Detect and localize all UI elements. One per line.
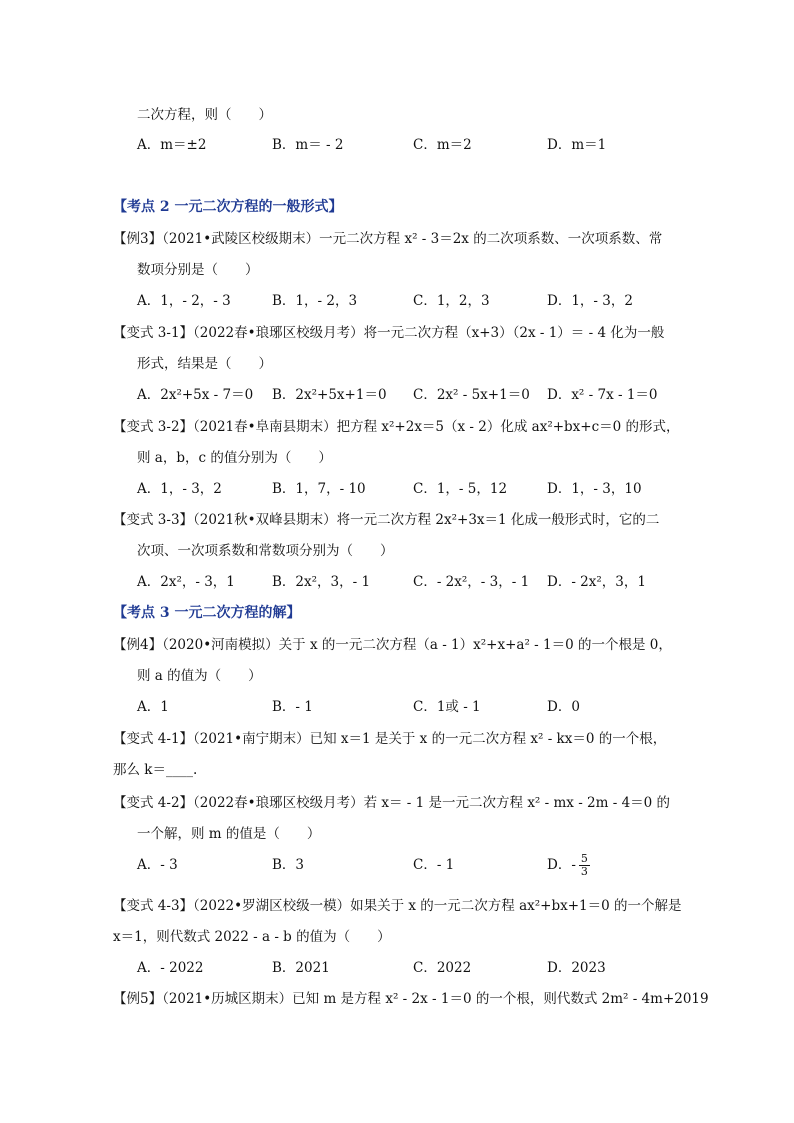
option-c: C．1，- 5，12 [413,481,508,497]
option-b: B．1，- 2，3 [272,293,358,309]
text-line: 则 a 的值为（ ） [137,668,262,684]
option-d: D．1，- 3，2 [547,293,633,309]
text-line: 则 a，b，c 的值分别为（ ） [137,450,332,466]
question-line: 【例3】（2021•武陵区校级期末）一元二次方程 x² - 3＝2x 的二次项系数、一次项系数、常 [113,231,663,247]
option-a: A．- 3 [137,857,178,873]
option-a: A．1，- 3，2 [137,481,222,497]
option-d: D．1，- 3，10 [547,481,642,497]
option-a: A．m＝±2 [137,137,207,153]
options-row [137,852,697,878]
options-row [137,959,697,977]
question-line: 【例4】（2020•河南模拟）关于 x 的一元二次方程（a - 1）x²+x+a² - 1＝0 的一个根是 0， [113,637,672,653]
option-b: B．- 1 [272,699,313,715]
text-line: 一个解，则 m 的值是（ ） [137,826,321,842]
question-line: 【变式 4-3】（2022•罗湖区校级一模）如果关于 x 的一元二次方程 ax²+bx+1＝0 的一个解是 [113,898,682,914]
option-d-wrapper [547,850,590,880]
question-line: 【变式 4-2】（2022春•琅琊区校级月考）若 x＝ - 1 是一元二次方程 x² - mx - 2m - 4＝0 的 [113,795,671,811]
option-a: A．2x²，- 3，1 [137,574,235,590]
option-b: B．3 [272,857,305,873]
fraction-denominator: 3 [580,865,588,878]
question-line: 【变式 4-1】（2021•南宁期末）已知 x＝1 是关于 x 的一元二次方程 x² - kx＝0 的一个根， [113,731,667,747]
question-line: 【变式 3-3】（2021秋•双峰县期末）将一元二次方程 2x²+3x＝1 化成一般形式时，它的二 [113,512,660,528]
text-line: 数项分别是（ ） [137,262,259,278]
option-b: B．1，7，- 10 [272,481,366,497]
option-a: A．1，- 2，- 3 [137,293,231,309]
question-line: 【变式 3-2】（2021春•阜南县期末）把方程 x²+2x＝5（x - 2）化成 ax²+bx+c＝0 的形式， [113,419,680,435]
section-heading: 【考点 3 一元二次方程的解】 [113,605,301,621]
option-c: C．- 1 [413,857,455,873]
option-c: C．m＝2 [413,137,472,153]
text-line: 那么 k＝____. [113,762,198,778]
options-row [137,573,697,591]
option-d: D．- 2x²，3，1 [547,574,646,590]
option-d: D．m＝1 [547,137,607,153]
option-d: D．2023 [547,960,606,976]
option-c: C．1，2，3 [413,293,490,309]
option-b: B．2x²+5x+1＝0 [272,387,387,403]
fraction-numerator: 5 [580,852,588,865]
text-line: x＝1，则代数式 2022 - a - b 的值为（ ） [113,929,391,945]
option-c: C．2x² - 5x+1＝0 [413,387,530,403]
option-a: A．2x²+5x - 7＝0 [137,387,254,403]
options-row [137,480,697,498]
option-d: D．0 [547,699,580,715]
option-d: D．- [547,857,576,873]
question-line: 【变式 3-1】（2022春•琅琊区校级月考）将一元二次方程（x+3）（2x - 1）＝ - 4 化为一般 [113,325,665,341]
option-d: D．x² - 7x - 1＝0 [547,387,658,403]
options-row [137,698,697,716]
option-b: B．2x²，3，- 1 [272,574,371,590]
text-line: 形式，结果是（ ） [137,356,272,372]
options-row [137,386,697,404]
options-row [137,136,697,154]
option-c: C．- 2x²，- 3，- 1 [413,574,530,590]
text-line: 二次方程，则（ ） [137,107,272,123]
fraction [579,853,590,878]
question-line: 【例5】（2021•历城区期末）已知 m 是方程 x² - 2x - 1＝0 的一个根，则代数式 2m² - 4m+2019 [113,991,709,1007]
option-a: A．- 2022 [137,960,204,976]
option-b: B．2021 [272,960,330,976]
option-a: A．1 [137,699,169,715]
options-row [137,292,697,310]
option-c: C．1或 - 1 [413,699,481,715]
option-c: C．2022 [413,960,472,976]
section-heading: 【考点 2 一元二次方程的一般形式】 [113,199,343,215]
option-b: B．m＝ - 2 [272,137,344,153]
text-line: 次项、一次项系数和常数项分别为（ ） [137,543,394,559]
